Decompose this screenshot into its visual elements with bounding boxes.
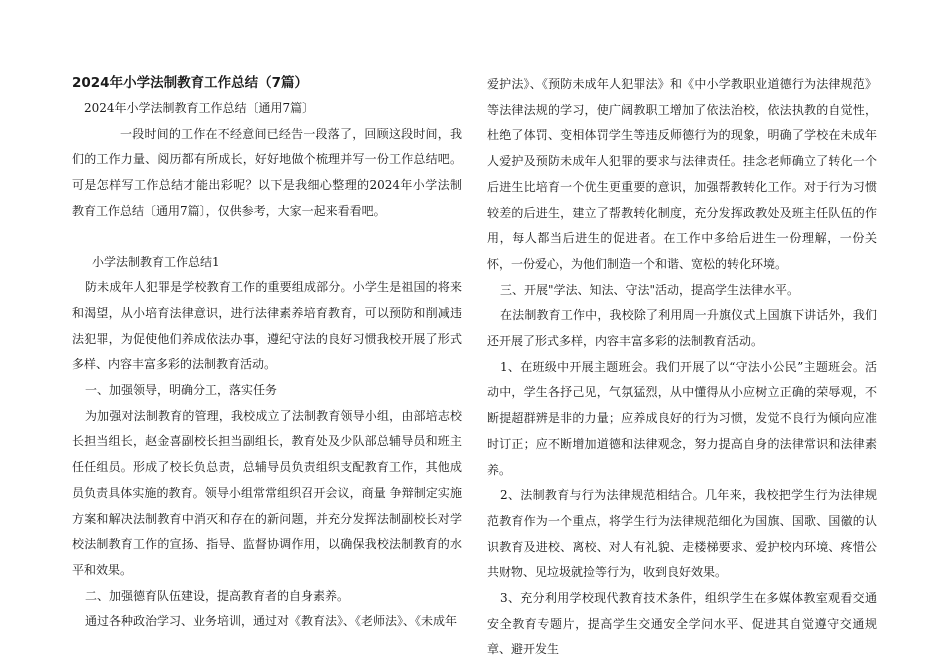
paragraph: 2、法制教育与行为法律规范相结合。几年来，我校把学生行为法律规范教育作为一个重点，将学生行为法律规范细化为国旗、国歌、国徽的认识教育及进校、离校、对人有礼貌、走楼梯要求、爱护校内环境、疼惜公共财物、见垃圾就捡等行为，收到良好效果。 [487,488,877,580]
paragraph-heading: 三、开展"学法、知法、守法"活动，提高学生法律水平。 [500,282,800,297]
paragraph: 爱护法》、《预防未成年人犯罪法》和《中小学教职业道德行为法律规范》等法律法规的学习，使广阔教职工增加了依法治校，依法执教的自觉性，杜绝了体罚、变相体罚学生等违反师德行为的现象，明确了学校在未成年人爱护及预防未成年人犯罪的要求与法律责任。挂念老师确立了转化一个后进生比培育一个优生更重要的意识，加强帮教转化工作。对于行为习惯较差的后进生，建立了帮教转化制度，充分发挥政教处及班主任队伍的作用，每人都当后进生的促进者。在工作中多给后进生一份理解，一份关怀，一份爱心，为他们制造一个和谐、宽松的转化环境。 [487,77,877,271]
section-heading: 小学法制教育工作总结1 [92,254,220,269]
paragraph: 1、在班级中开展主题班会。我们开展了以“守法小公民”主题班会。活动中，学生各抒己见，气氛猛烈，从中懂得从小应树立正确的荣辱观，不断提超群辨是非的力量；应养成良好的行为习惯，发觉不良行为倾向应准时订正；应不断增加道德和法律观念，努力提高自身的法律常识和法律素养。 [487,359,877,477]
paragraph-heading: 二、加强德育队伍建设，提高教育者的自身素养。 [85,588,350,603]
paragraph: 为加强对法制教育的管理，我校成立了法制教育领导小组，由部培志校长担当组长，赵金喜副校长担当副组长，教育处及少队部总辅导员和班主任任组员。形成了校长负总责，总辅导员负责组织支配教育工作，其他成员负责具体实施的教育。领导小组常常组织召开会议，商量 争辩制定实施方案和解决法制教育中消灭和存在的新问题，并充分发挥法制副校长对学校法制教育工作的宣扬、指导、监督协调作用，以确保我校法制教育的水平和效果。 [72,408,462,577]
paragraph: 通过各种政治学习、业务培训，通过对《教育法》、《老师法》、《未成年 [85,614,458,629]
intro-paragraph: 一段时间的工作在不经意间已经告一段落了，回顾这段时间，我们的工作力量、阅历都有所成长，好好地做个梳理并写一份工作总结吧。可是怎样写工作总结才能出彩呢？以下是我细心整理的2024年小学法制教育工作总结〔通用7篇〕，仅供参考，大家一起来看看吧。 [72,126,462,218]
paragraph: 防未成年人犯罪是学校教育工作的重要组成部分。小学生是祖国的将来和渴望，从小培育法律意识，进行法律素养培育教育，可以预防和削减违法犯罪，为促使他们养成依法办事，遵纪守法的良好习惯我校开展了形式多样、内容丰富多彩的法制教育活动。 [72,280,462,372]
subtitle: 2024年小学法制教育工作总结〔通用7篇〕 [84,101,315,115]
left-column [72,70,462,635]
right-column [487,72,877,663]
document-title: 2024年小学法制教育工作总结（7篇） [72,75,308,91]
paragraph-heading: 一、加强领导，明确分工，落实任务 [85,383,278,398]
paragraph: 3、充分利用学校现代教育技术条件，组织学生在多媒体教室观看交通安全教育专题片，提高学生交通安全学问水平、促进其自觉遵守交通规章、避开发生 [487,591,877,657]
blank-line [72,225,462,250]
paragraph: 在法制教育工作中，我校除了利用周一升旗仪式上国旗下讲话外，我们还开展了形式多样，内容丰富多彩的法制教育活动。 [487,308,877,349]
